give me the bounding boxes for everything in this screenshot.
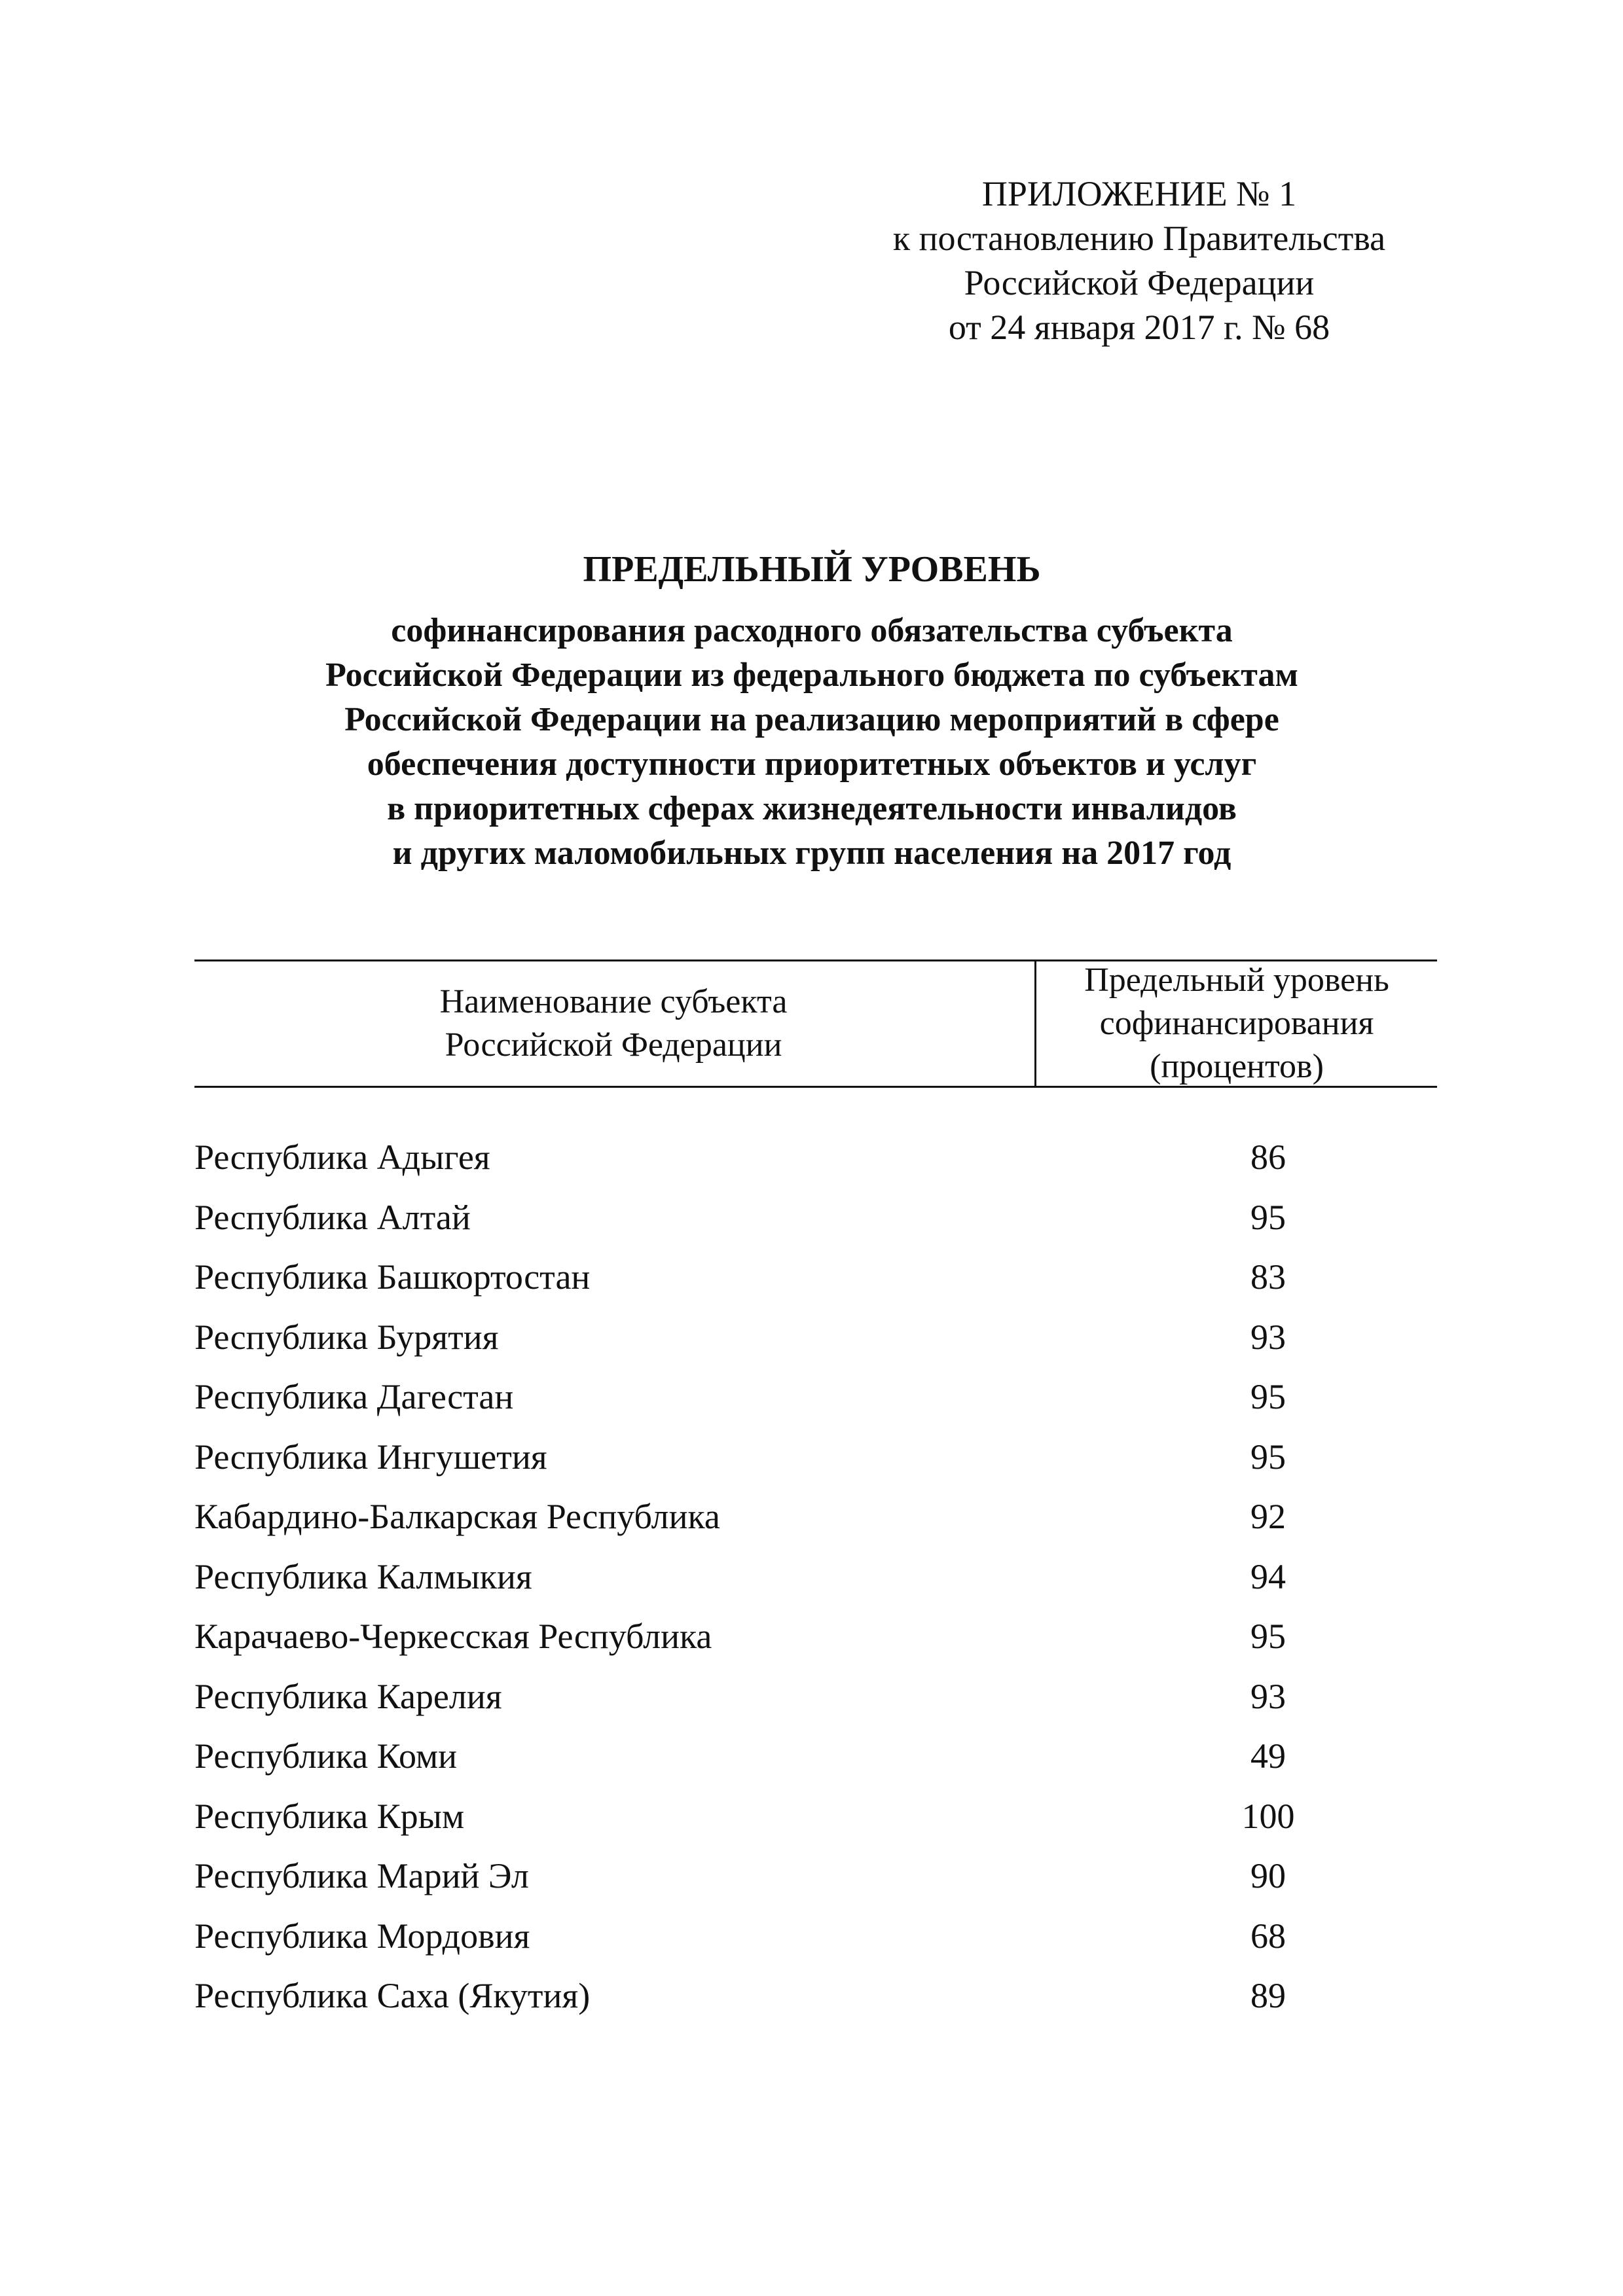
cofinancing-level: 90 — [1250, 1856, 1286, 1895]
table-row — [194, 1316, 1437, 1376]
table-row — [194, 1675, 1437, 1735]
subtitle-line: и других маломобильных групп населения на 2017 год — [392, 834, 1231, 872]
table-row — [194, 1435, 1437, 1496]
subtitle-line: Российской Федерации из федерального бюджета по субъектам — [325, 656, 1298, 694]
appendix-government-line: Российской Федерации — [964, 263, 1315, 302]
document-subtitle — [157, 609, 1467, 876]
column-header-subject — [194, 961, 1032, 1086]
table-row — [194, 1854, 1437, 1914]
cofinancing-level: 100 — [1241, 1796, 1295, 1836]
cofinancing-level: 93 — [1250, 1317, 1286, 1357]
column-header-subject-line: Российской Федерации — [445, 1026, 782, 1064]
subject-name: Республика Башкортостан — [194, 1257, 591, 1297]
column-header-level-line: софинансирования — [1099, 1005, 1374, 1042]
cofinancing-level: 95 — [1250, 1437, 1286, 1477]
subject-name: Республика Калмыкия — [194, 1556, 532, 1596]
appendix-date-number: от 24 января 2017 г. № 68 — [948, 308, 1330, 347]
cofinancing-level: 94 — [1250, 1556, 1286, 1596]
cofinancing-level: 68 — [1250, 1916, 1286, 1956]
appendix-decree-line: к постановлению Правительства — [892, 219, 1386, 258]
column-header-level — [1036, 961, 1437, 1086]
subject-name: Республика Карелия — [194, 1676, 502, 1716]
table-header — [194, 960, 1437, 1088]
subtitle-line: в приоритетных сферах жизнедеятельности инвалидов — [387, 790, 1237, 827]
column-header-subject-line: Наименование субъекта — [439, 983, 788, 1020]
appendix-number: ПРИЛОЖЕНИЕ № 1 — [981, 174, 1297, 213]
subject-name: Республика Бурятия — [194, 1317, 499, 1357]
subject-name: Республика Коми — [194, 1736, 458, 1776]
appendix-reference — [851, 171, 1427, 350]
subject-name: Республика Саха (Якутия) — [194, 1976, 591, 2015]
document-title: ПРЕДЕЛЬНЫЙ УРОВЕНЬ — [583, 549, 1041, 590]
subject-name: Республика Алтай — [194, 1197, 471, 1237]
cofinancing-level: 95 — [1250, 1617, 1286, 1656]
table-body — [194, 1136, 1437, 2034]
subject-name: Республика Дагестан — [194, 1377, 514, 1416]
cofinancing-level: 89 — [1250, 1976, 1286, 2015]
table-row — [194, 1734, 1437, 1795]
subject-name: Карачаево-Черкесская Республика — [194, 1617, 712, 1656]
cofinancing-level: 86 — [1250, 1138, 1286, 1177]
cofinancing-level: 49 — [1250, 1736, 1286, 1776]
subject-name: Республика Адыгея — [194, 1138, 490, 1177]
table-row — [194, 1555, 1437, 1615]
table-row — [194, 1196, 1437, 1256]
table-row — [194, 1615, 1437, 1675]
subject-name: Кабардино-Балкарская Республика — [194, 1497, 720, 1536]
subject-name: Республика Мордовия — [194, 1916, 530, 1956]
table-row — [194, 1136, 1437, 1196]
subtitle-line: Российской Федерации на реализацию мероприятий в сфере — [344, 701, 1279, 738]
cofinancing-level: 95 — [1250, 1197, 1286, 1237]
cofinancing-level: 83 — [1250, 1257, 1286, 1297]
subject-name: Республика Марий Эл — [194, 1856, 529, 1895]
table-row — [194, 1375, 1437, 1435]
cofinancing-level: 95 — [1250, 1377, 1286, 1416]
table-row — [194, 1495, 1437, 1555]
subtitle-line: обеспечения доступности приоритетных объектов и услуг — [367, 745, 1257, 783]
table-row — [194, 1914, 1437, 1975]
subject-name: Республика Крым — [194, 1796, 465, 1836]
table-row — [194, 1255, 1437, 1316]
column-header-level-line: (процентов) — [1150, 1048, 1324, 1085]
table-row — [194, 1795, 1437, 1855]
table-row — [194, 1974, 1437, 2034]
subtitle-line: софинансирования расходного обязательства субъекта — [391, 612, 1233, 649]
column-header-level-line: Предельный уровень — [1084, 961, 1389, 999]
cofinancing-level: 93 — [1250, 1676, 1286, 1716]
subject-name: Республика Ингушетия — [194, 1437, 547, 1477]
cofinancing-level: 92 — [1250, 1497, 1286, 1536]
